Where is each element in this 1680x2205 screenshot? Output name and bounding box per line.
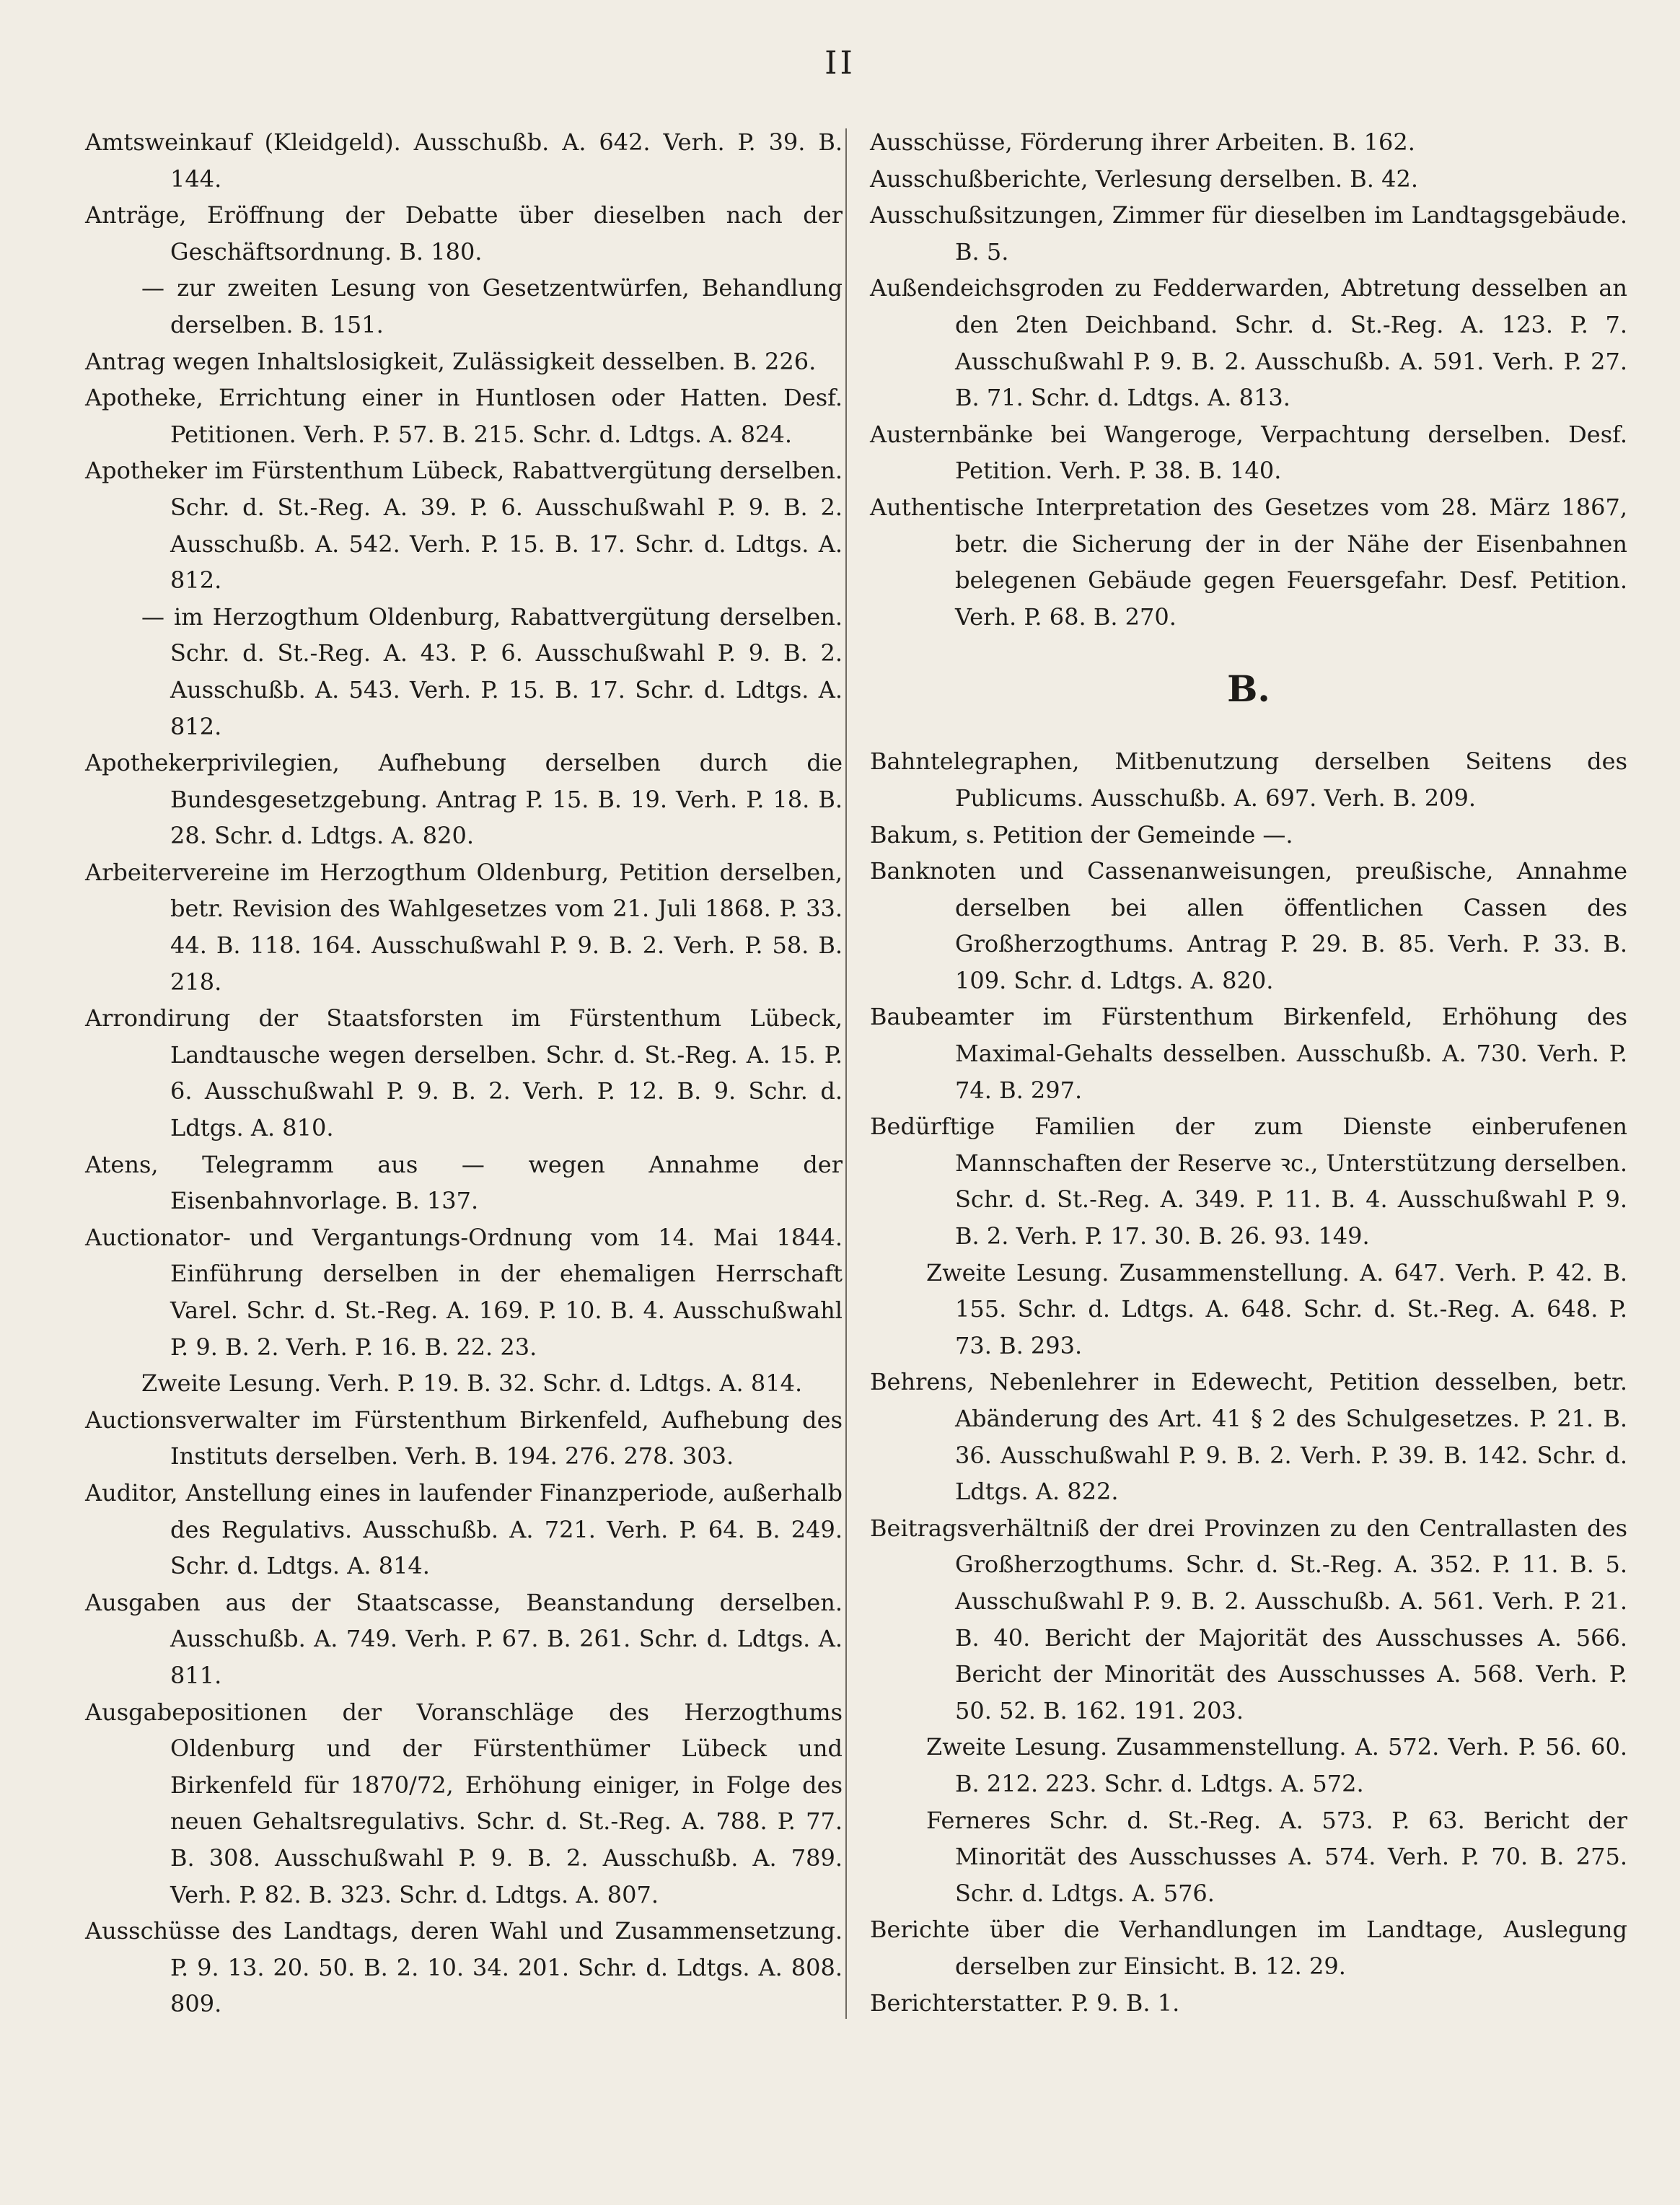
index-entry: Authentische Interpretation des Gesetzes vom 28. März 1867, betr. die Sicherung der in der Nähe der Eisenbahnen belegenen Gebäude gegen Feuersgefahr. Desf. Petition. Verh. P. 68. B. 270.	[870, 493, 1627, 631]
index-entry: Arbeitervereine im Herzogthum Oldenburg, Petition derselben, betr. Revision des Wahlgesetzes vom 21. Juli 1868. P. 33. 44. B. 118. 164. Ausschußwahl P. 9. B. 2. Verh. P. 58. B. 218.	[85, 858, 843, 996]
index-entry: Berichte über die Verhandlungen im Landtage, Auslegung derselben zur Einsicht. B. 12. 29.	[870, 1916, 1627, 1980]
index-subentry: Zweite Lesung. Verh. P. 19. B. 32. Schr. d. Ldtgs. A. 814.	[141, 1369, 803, 1398]
index-subentry: Ferneres Schr. d. St.-Reg. A. 573. P. 63. Bericht der Minorität des Ausschusses A. 574. Verh. P. 70. B. 275. Schr. d. Ldtgs. A. 576.	[926, 1806, 1627, 1907]
index-entry: Apotheke, Errichtung einer in Huntlosen oder Hatten. Desf. Petitionen. Verh. P. 57. B. 215. Schr. d. Ldtgs. A. 824.	[85, 384, 843, 448]
right-column-b-entries	[870, 743, 1627, 2021]
page-number: II	[824, 45, 856, 82]
index-entry: Banknoten und Cassenanweisungen, preußische, Annahme derselben bei allen öffentlichen Cassen des Großherzogthums. Antrag P. 29. B. 85. Verh. P. 33. B. 109. Schr. d. Ldtgs. A. 820.	[870, 857, 1627, 994]
right-column-a-entries	[870, 124, 1627, 635]
index-entry: Apotheker im Fürstenthum Lübeck, Rabattvergütung derselben. Schr. d. St.-Reg. A. 39. P. 6. Ausschußwahl P. 9. B. 2. Ausschußb. A. 542. Verh. P. 15. B. 17. Schr. d. Ldtgs. A. 812.	[85, 457, 843, 595]
index-subentry: Zweite Lesung. Zusammenstellung. A. 572. Verh. P. 56. 60. B. 212. 223. Schr. d. Ldtgs. A. 572.	[926, 1733, 1627, 1797]
right-column	[870, 124, 1627, 2021]
index-entry: Berichterstatter. P. 9. B. 1.	[870, 1989, 1180, 2017]
index-entry: Auditor, Anstellung eines in laufender Finanzperiode, außerhalb des Regulativs. Ausschußb. A. 721. Verh. P. 64. B. 249. Schr. d. Ldtgs. A. 814.	[85, 1478, 843, 1580]
index-entry: Baubeamter im Fürstenthum Birkenfeld, Erhöhung des Maximal-Gehalts desselben. Ausschußb. A. 730. Verh. P. 74. B. 297.	[870, 1003, 1627, 1104]
index-entry: Ausschüsse, Förderung ihrer Arbeiten. B. 162.	[870, 128, 1415, 156]
index-subentry: Zweite Lesung. Zusammenstellung. A. 647. Verh. P. 42. B. 155. Schr. d. Ldtgs. A. 648. Schr. d. St.-Reg. A. 648. P. 73. B. 293.	[926, 1258, 1627, 1359]
index-entry: Beitragsverhältniß der drei Provinzen zu den Centrallasten des Großherzogthums. Schr. d. St.-Reg. A. 352. P. 11. B. 5. Ausschußwahl P. 9. B. 2. Ausschußb. A. 561. Verh. P. 21. B. 40. Bericht der Majorität des Ausschusses A. 566. Bericht der Minorität des Ausschusses A. 568. Verh. P. 50. 52. B. 162. 191. 203.	[870, 1514, 1627, 1724]
index-entry: Ausschüsse des Landtags, deren Wahl und Zusammensetzung. P. 9. 13. 20. 50. B. 2. 10. 34. 201. Schr. d. Ldtgs. A. 808. 809.	[85, 1917, 843, 2018]
column-divider	[845, 128, 847, 2019]
left-column	[85, 124, 843, 2022]
index-entry: Ausschußberichte, Verlesung derselben. B. 42.	[870, 165, 1419, 193]
index-entry: Bakum, s. Petition der Gemeinde —.	[870, 820, 1293, 849]
index-entry: Ausgaben aus der Staatscasse, Beanstandung derselben. Ausschußb. A. 749. Verh. P. 67. B. 261. Schr. d. Ldtgs. A. 811.	[85, 1588, 843, 1689]
index-subentry: — im Herzogthum Oldenburg, Rabattvergütung derselben. Schr. d. St.-Reg. A. 43. P. 6. Ausschußwahl P. 9. B. 2. Ausschußb. A. 543. Verh. P. 15. B. 17. Schr. d. Ldtgs. A. 812.	[141, 602, 843, 740]
index-entry: Bahntelegraphen, Mitbenutzung derselben Seitens des Publicums. Ausschußb. A. 697. Verh. B. 209.	[870, 748, 1627, 812]
index-entry: Amtsweinkauf (Kleidgeld). Ausschußb. A. 642. Verh. P. 39. B. 144.	[85, 128, 843, 193]
index-entry: Ausschußsitzungen, Zimmer für dieselben im Landtagsgebäude. B. 5.	[870, 201, 1627, 266]
index-entry: Anträge, Eröffnung der Debatte über dieselben nach der Geschäftsordnung. B. 180.	[85, 201, 843, 266]
index-entry: Austernbänke bei Wangeroge, Verpachtung derselben. Desf. Petition. Verh. P. 38. B. 140.	[870, 420, 1627, 485]
section-letter-b: B.	[1227, 667, 1270, 711]
index-entry: Bedürftige Familien der zum Dienste einberufenen Mannschaften der Reserve ꝛc., Unterstützung derselben. Schr. d. St.-Reg. A. 349. P. 11. B. 4. Ausschußwahl P. 9. B. 2. Verh. P. 17. 30. B. 26. 93. 149.	[870, 1113, 1627, 1250]
index-entry: Auctionsverwalter im Fürstenthum Birkenfeld, Aufhebung des Instituts derselben. Verh. B. 194. 276. 278. 303.	[85, 1406, 843, 1470]
index-entry: Ausgabepositionen der Voranschläge des Herzogthums Oldenburg und der Fürstenthümer Lübeck und Birkenfeld für 1870/72, Erhöhung einiger, in Folge des neuen Gehaltsregulativs. Schr. d. St.-Reg. A. 788. P. 77. B. 308. Ausschußwahl P. 9. B. 2. Ausschußb. A. 789. Verh. P. 82. B. 323. Schr. d. Ldtgs. A. 807.	[85, 1698, 843, 1908]
index-entry: Außendeichsgroden zu Fedderwarden, Abtretung desselben an den 2ten Deichband. Schr. d. St.-Reg. A. 123. P. 7. Ausschußwahl P. 9. B. 2. Ausschußb. A. 591. Verh. P. 27. B. 71. Schr. d. Ldtgs. A. 813.	[870, 274, 1627, 412]
index-entry: Auctionator- und Vergantungs-Ordnung vom 14. Mai 1844. Einführung derselben in der ehemaligen Herrschaft Varel. Schr. d. St.-Reg. A. 169. P. 10. B. 4. Ausschußwahl P. 9. B. 2. Verh. P. 16. B. 22. 23.	[85, 1223, 843, 1361]
index-entry: Atens, Telegramm aus — wegen Annahme der Eisenbahnvorlage. B. 137.	[85, 1150, 843, 1215]
index-entry: Arrondirung der Staatsforsten im Fürstenthum Lübeck, Landtausche wegen derselben. Schr. d. St.-Reg. A. 15. P. 6. Ausschußwahl P. 9. B. 2. Verh. P. 12. B. 9. Schr. d. Ldtgs. A. 810.	[85, 1004, 843, 1142]
index-entry: Behrens, Nebenlehrer in Edewecht, Petition desselben, betr. Abänderung des Art. 41 § 2 des Schulgesetzes. P. 21. B. 36. Ausschußwahl P. 9. B. 2. Verh. P. 39. B. 142. Schr. d. Ldtgs. A. 822.	[870, 1368, 1627, 1506]
index-entry: Apothekerprivilegien, Aufhebung derselben durch die Bundesgesetzgebung. Antrag P. 15. B. 19. Verh. P. 18. B. 28. Schr. d. Ldtgs. A. 820.	[85, 749, 843, 850]
index-subentry: — zur zweiten Lesung von Gesetzentwürfen, Behandlung derselben. B. 151.	[141, 274, 843, 338]
index-entry: Antrag wegen Inhaltslosigkeit, Zulässigkeit desselben. B. 226.	[85, 347, 817, 375]
